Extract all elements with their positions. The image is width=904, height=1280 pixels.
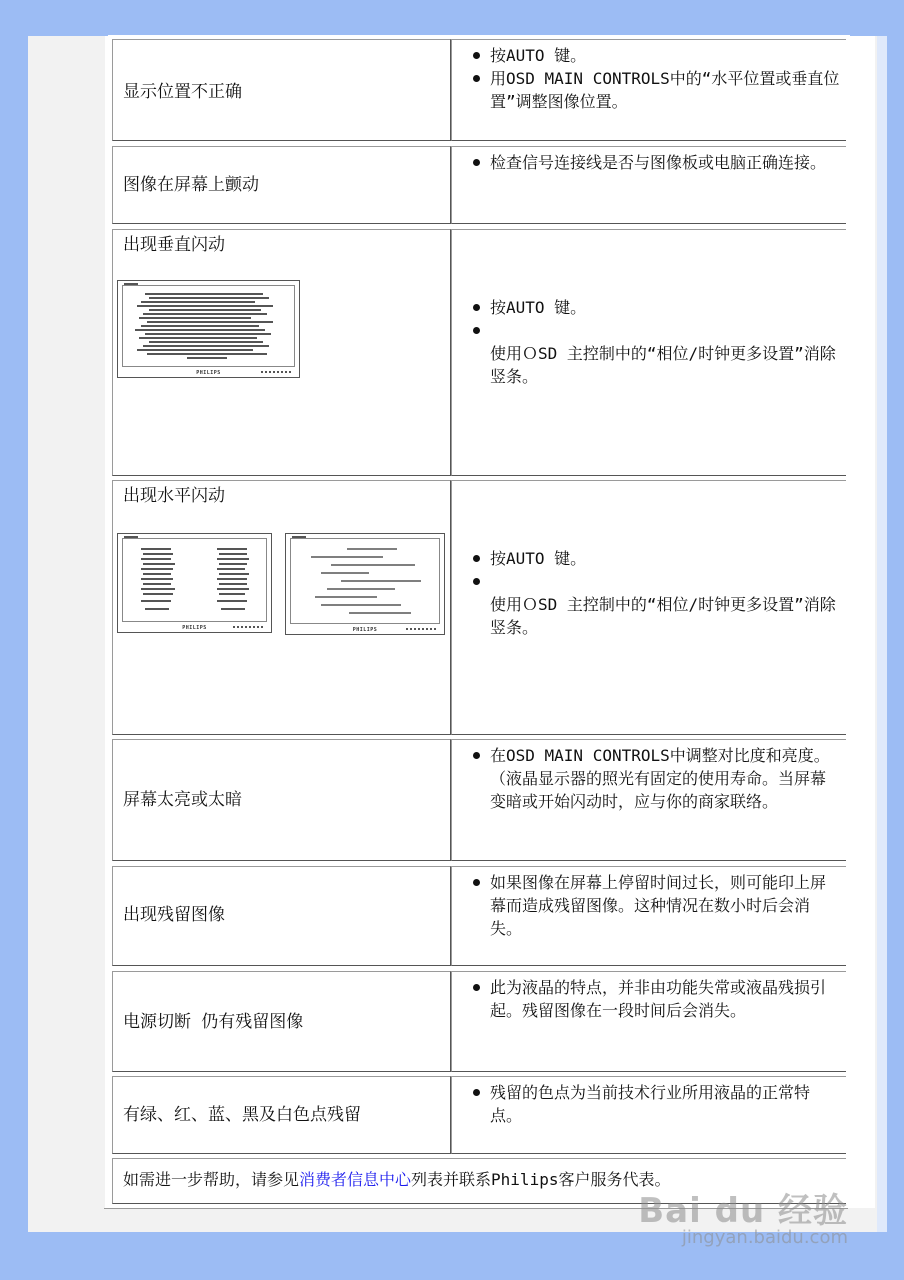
watermark-logo: Bai du 经验 [638,1191,848,1231]
vertical-flicker-lines [123,286,296,368]
problem-label: 出现水平闪动 [123,486,225,506]
table-row [108,229,850,476]
table-row [108,146,850,224]
table-row [108,1076,850,1154]
solution-cell [451,1076,846,1154]
problem-cell [112,146,451,224]
solution-bullet: 用OSD MAIN CONTROLS中的“水平位置或垂直位置”调整图像位置。 [452,67,840,113]
table-row [108,866,850,966]
consumer-info-center-link[interactable]: 消费者信息中心 [299,1170,412,1189]
problem-cell [112,480,451,735]
monitor-horizontal-flicker-illustration-2 [285,533,445,635]
solution-bullet: 在OSD MAIN CONTROLS中调整对比度和亮度。（液晶显示器的照光有固定的使用寿命。当屏幕变暗或开始闪动时，应与你的商家联络。 [452,744,840,813]
monitor-brand: PHILIPS [352,627,378,633]
solution-cell [451,146,846,224]
solution-bullet: 按AUTO 键。 [452,547,840,570]
problem-label: 图像在屏幕上颤动 [123,175,259,195]
solution-bullet: 使用ＯSD 主控制中的“相位/时钟更多设置”消除竖条。 [452,570,840,639]
solution-bullet: 按AUTO 键。 [452,296,840,319]
monitor-horizontal-flicker-illustration [117,533,272,633]
problem-label: 显示位置不正确 [123,82,242,102]
problem-label: 出现残留图像 [123,905,225,925]
solution-bullet: 残留的色点为当前技术行业所用液晶的正常特点。 [452,1081,840,1127]
solution-cell [451,229,846,476]
horizontal-flicker-lines [123,539,268,623]
solution-cell [451,971,846,1072]
problem-label: 有绿、红、蓝、黑及白色点残留 [123,1105,361,1125]
watermark-url: jingyan.baidu.com [681,1227,848,1248]
solution-cell [451,39,846,141]
footer-suffix: 列表并联系Philips客户服务代表。 [411,1170,671,1189]
solution-bullet: 如果图像在屏幕上停留时间过长，则可能印上屏幕而造成残留图像。这种情况在数小时后会消失。 [452,871,840,940]
problem-label: 电源切断 仍有残留图像 [123,1012,304,1032]
footer-text [123,1169,670,1191]
solution-cell [451,866,846,966]
solution-bullet: 按AUTO 键。 [452,44,840,67]
monitor-vertical-flicker-illustration [117,280,300,378]
table-row [108,971,850,1072]
troubleshooting-table [108,36,850,1208]
table-row [108,39,850,141]
horizontal-flicker-lines [291,539,441,625]
page-right-edge [877,36,887,1232]
table-row [108,480,850,735]
problem-cell [112,1076,451,1154]
problem-label: 出现垂直闪动 [123,235,225,255]
problem-label: 屏幕太亮或太暗 [123,790,242,810]
baidu-watermark [638,1183,848,1248]
solution-cell [451,480,846,735]
problem-cell [112,739,451,861]
monitor-brand: PHILIPS [196,370,221,376]
problem-cell [112,866,451,966]
solution-bullet: 此为液晶的特点，并非由功能失常或液晶残损引起。残留图像在一段时间后会消失。 [452,976,840,1022]
table-row [108,739,850,861]
monitor-brand: PHILIPS [182,625,207,631]
solution-bullet: 使用ＯSD 主控制中的“相位/时钟更多设置”消除竖条。 [452,319,840,388]
problem-cell [112,229,451,476]
footer-prefix: 如需进一步帮助，请参见 [123,1170,300,1189]
solution-cell [451,739,846,861]
solution-bullet: 检查信号连接线是否与图像板或电脑正确连接。 [452,151,840,174]
problem-cell [112,971,451,1072]
problem-cell [112,39,451,141]
